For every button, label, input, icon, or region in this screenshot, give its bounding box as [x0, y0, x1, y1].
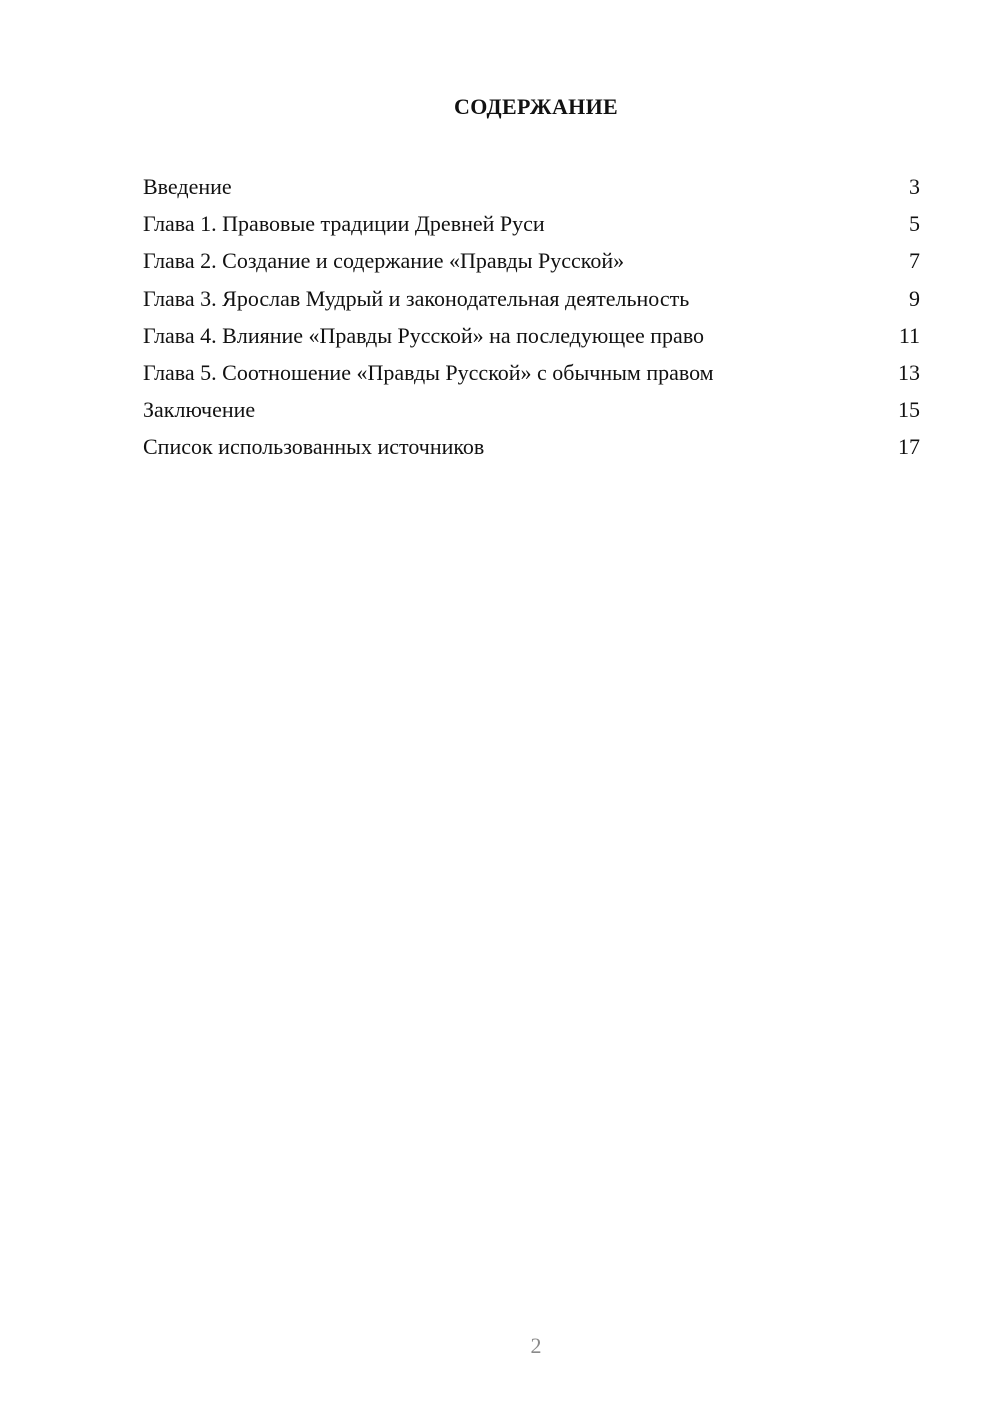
toc-entry-conclusion — [143, 391, 920, 428]
toc-entry-chapter-1 — [143, 205, 920, 242]
toc-entry-references — [143, 428, 920, 465]
toc-entry-page: 5 — [909, 211, 920, 237]
toc-entry-title: Введение — [143, 174, 232, 199]
toc-entry-page: 7 — [909, 248, 920, 274]
table-of-contents — [143, 168, 920, 466]
toc-entry-page: 13 — [898, 359, 920, 385]
toc-entry-page: 9 — [909, 285, 920, 311]
toc-entry-title: Список использованных источников — [143, 434, 485, 460]
toc-entry-title: Глава 4. Влияние «Правды Русской» на последующее право — [143, 322, 705, 348]
page-number: 2 — [530, 1333, 542, 1358]
toc-entry-title: Заключение — [143, 397, 256, 423]
toc-entry-title: Глава 2. Создание и содержание «Правды Русской» — [143, 248, 625, 274]
toc-entry-chapter-5 — [143, 354, 920, 391]
toc-entry-chapter-3 — [143, 280, 920, 317]
toc-entry-title: Глава 1. Правовые традиции Древней Руси — [143, 211, 545, 237]
toc-entry-page: 3 — [909, 174, 920, 199]
toc-entry-introduction — [143, 168, 920, 205]
toc-entry-page: 17 — [898, 434, 920, 460]
toc-entry-title: Глава 5. Соотношение «Правды Русской» с обычным правом — [143, 359, 714, 385]
toc-entry-page: 11 — [898, 322, 920, 348]
toc-entry-title: Глава 3. Ярослав Мудрый и законодательная деятельность — [143, 285, 690, 311]
toc-entry-page: 15 — [898, 397, 920, 423]
page-title: СОДЕРЖАНИЕ — [454, 94, 618, 119]
toc-entry-chapter-4 — [143, 317, 920, 354]
toc-entry-chapter-2 — [143, 242, 920, 279]
